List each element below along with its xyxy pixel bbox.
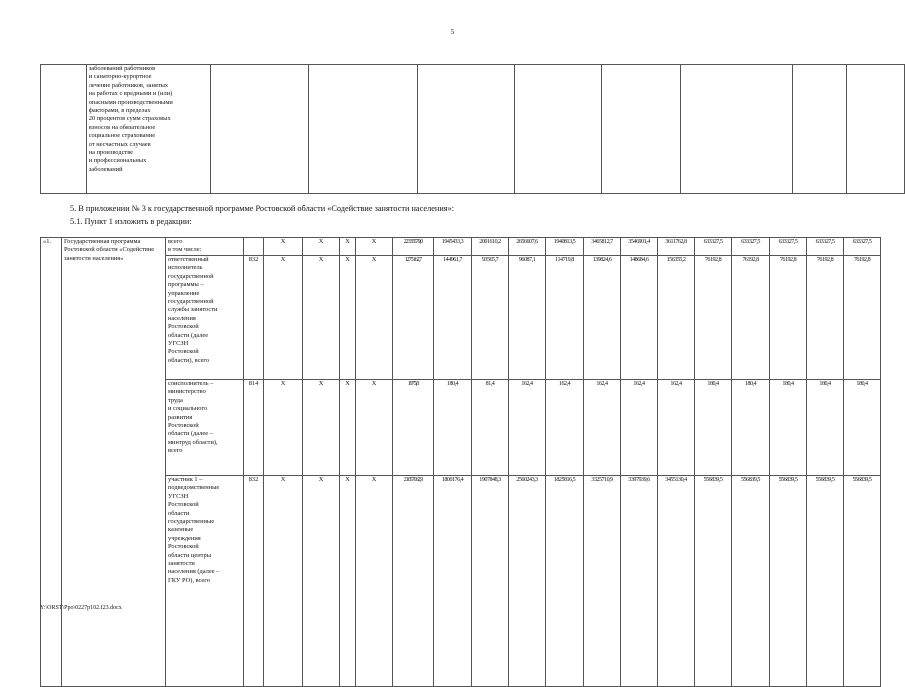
value-cell: 2001610,2 — [472, 238, 509, 256]
budget-code: 814 — [244, 380, 264, 476]
value-cell: 556839,5 — [807, 476, 844, 687]
x-cell: Х — [303, 256, 340, 380]
value-cell: 162,4 — [621, 380, 658, 476]
continued-table — [40, 64, 905, 194]
x-cell: Х — [356, 238, 393, 256]
item-number: «1. — [41, 238, 62, 687]
value-cell: 162,4 — [509, 380, 546, 476]
value-cell: 81,4 — [472, 380, 509, 476]
x-cell: Х — [340, 238, 356, 256]
value-cell: 156355,2 — [658, 256, 695, 380]
participant-label: всего в том числе: — [166, 238, 244, 256]
table-cell — [417, 65, 514, 194]
x-cell: Х — [303, 380, 340, 476]
table-cell — [601, 65, 681, 194]
value-cell: 93565,7 — [472, 256, 509, 380]
value-cell: 76192,8 — [695, 256, 732, 380]
value-cell: 633327,5 — [770, 238, 807, 256]
value-cell: 633327,5 — [844, 238, 881, 256]
value-cell: 3397939,6 — [621, 476, 658, 687]
program-name: Государственная программа Ростовской области «Содействие занятости населения» — [62, 238, 166, 687]
program-table — [40, 237, 881, 687]
value-cell: 76192,8 — [770, 256, 807, 380]
table-cell — [515, 65, 601, 194]
x-cell: Х — [356, 380, 393, 476]
table-cell — [41, 65, 87, 194]
value-cell: 180,4 — [732, 380, 770, 476]
value-cell: 180,4 — [695, 380, 732, 476]
value-cell: 180,4 — [807, 380, 844, 476]
paragraph-5-1: 5.1. Пункт 1 изложить в редакции: — [70, 217, 192, 226]
value-cell: 76192,8 — [844, 256, 881, 380]
value-cell: 1800176,4 — [434, 476, 472, 687]
value-cell: 556839,5 — [770, 476, 807, 687]
value-cell: 556839,5 — [844, 476, 881, 687]
table-cell — [308, 65, 417, 194]
value-cell: 21057062,9 — [393, 476, 434, 687]
value-cell: 1825816,5 — [546, 476, 584, 687]
value-cell: 556839,5 — [732, 476, 770, 687]
value-cell: 633327,5 — [732, 238, 770, 256]
table-cell — [681, 65, 792, 194]
value-cell: 1945433,3 — [434, 238, 472, 256]
value-cell: 180,4 — [434, 380, 472, 476]
value-cell: 139824,6 — [584, 256, 621, 380]
x-cell: Х — [340, 476, 356, 687]
value-cell: 3546901,4 — [621, 238, 658, 256]
table-cell — [792, 65, 847, 194]
value-cell: 1975,8 — [393, 380, 434, 476]
budget-code: 832 — [244, 476, 264, 687]
value-cell: 3325710,9 — [584, 476, 621, 687]
value-cell: 144961,7 — [434, 256, 472, 380]
value-cell: 2656607,6 — [509, 238, 546, 256]
x-cell: Х — [264, 256, 303, 380]
x-cell: Х — [264, 380, 303, 476]
measure-description: заболеваний работников и санаторно-курортное лечение работников, занятых на работах с вредными и (или) опасными производственными факторами, в пределах 20 процентов сумм страховых взносов на обязательное социальное страхование от несчастных случаев на производстве и профессиональных заболеваний — [86, 65, 211, 194]
value-cell: 3611762,8 — [658, 238, 695, 256]
participant-label: участник 1 – подведомственные УГСЗН Ростовской области государственные казенные учреждения Ростовской области центры занятости населения (далее – ГКУ РО), всего — [166, 476, 244, 687]
x-cell: Х — [356, 476, 393, 687]
value-cell: 180,4 — [770, 380, 807, 476]
value-cell: 76192,8 — [807, 256, 844, 380]
x-cell: Х — [356, 256, 393, 380]
table-row — [41, 476, 881, 687]
participant-label: ответственный исполнитель государственной программы – управление государственной службы занятости населения Ростовской области (далее УГСЗН Ростовской области), всего — [166, 256, 244, 380]
x-cell: Х — [303, 476, 340, 687]
value-cell: 162,4 — [584, 380, 621, 476]
value-cell: 1275162,7 — [393, 256, 434, 380]
value-cell: 1907848,3 — [472, 476, 509, 687]
table-cell — [211, 65, 308, 194]
value-cell: 633327,5 — [695, 238, 732, 256]
value-cell: 2560243,3 — [509, 476, 546, 687]
value-cell: 3455130,4 — [658, 476, 695, 687]
value-cell: 22335579,0 — [393, 238, 434, 256]
budget-code — [244, 238, 264, 256]
value-cell: 148684,6 — [621, 256, 658, 380]
file-path-footer: Y:\ORST\Ppo\0227p102.f23.docx — [40, 605, 122, 611]
value-cell: 180,4 — [844, 380, 881, 476]
table-row — [41, 238, 881, 256]
paragraph-5: 5. В приложении № 3 к государственной программе Ростовской области «Содействие занятости населения»: — [70, 204, 455, 213]
budget-code: 832 — [244, 256, 264, 380]
table-row — [41, 380, 881, 476]
value-cell: 162,4 — [658, 380, 695, 476]
value-cell: 114719,8 — [546, 256, 584, 380]
x-cell: Х — [340, 256, 356, 380]
x-cell: Х — [264, 238, 303, 256]
value-cell: 633327,5 — [807, 238, 844, 256]
value-cell: 1940813,5 — [546, 238, 584, 256]
value-cell: 3465812,7 — [584, 238, 621, 256]
x-cell: Х — [340, 380, 356, 476]
table-cell — [847, 65, 905, 194]
value-cell: 162,4 — [546, 380, 584, 476]
table-row — [41, 256, 881, 380]
page-number: 5 — [450, 28, 455, 36]
participant-label: соисполнитель – министерство труда и социального развития Ростовской области (далее – минтруд области), всего — [166, 380, 244, 476]
x-cell: Х — [303, 238, 340, 256]
value-cell: 96087,1 — [509, 256, 546, 380]
value-cell: 556839,5 — [695, 476, 732, 687]
value-cell: 76192,8 — [732, 256, 770, 380]
x-cell: Х — [264, 476, 303, 687]
